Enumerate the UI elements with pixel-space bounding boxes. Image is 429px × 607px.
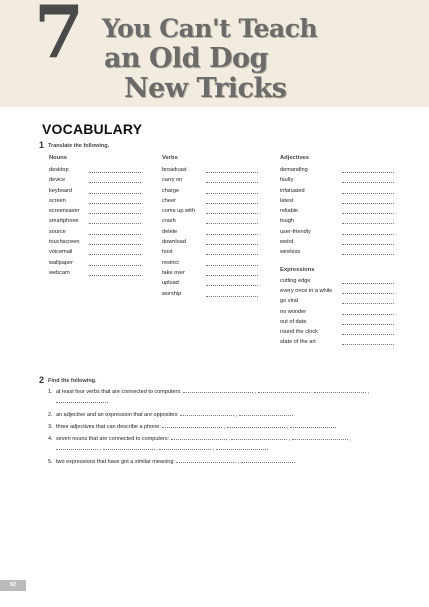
vocab-row [49, 216, 144, 226]
vocab-row [280, 317, 396, 327]
vocab-row [162, 278, 258, 288]
exercise-instruction: Translate the following. [48, 143, 110, 149]
vocab-word: crash [162, 218, 176, 225]
translation-blank[interactable] [206, 175, 258, 183]
vocab-row [280, 307, 396, 317]
exercise-number: 2 [39, 375, 45, 385]
translation-blank[interactable] [342, 175, 394, 183]
item-number: 1. [48, 389, 53, 395]
exercise-item: 3. three adjectives that can describe a phone: , , [48, 422, 388, 432]
unit-title-line: New Tricks [124, 73, 287, 104]
translation-blank[interactable] [342, 237, 394, 245]
vocab-word: charge [162, 187, 180, 194]
translation-blank[interactable] [206, 268, 258, 276]
vocab-word: keyboard [49, 187, 73, 194]
vocab-row [49, 175, 144, 185]
column-heading: Verbs [162, 155, 178, 161]
vocab-word: download [162, 239, 186, 246]
item-number: 2. [48, 411, 53, 418]
vocab-row [162, 216, 258, 226]
exercise-number: 1 [39, 140, 45, 150]
item-text: at least four verbs that are connected to computers: [56, 389, 182, 395]
translation-blank[interactable] [89, 186, 141, 194]
page-number: 92 [9, 582, 17, 588]
vocab-word: cheer [162, 197, 176, 204]
answer-blank[interactable] [56, 444, 98, 450]
vocab-row [162, 289, 258, 299]
translation-blank[interactable] [206, 196, 258, 204]
vocab-row [280, 196, 396, 206]
exercise2-items [48, 387, 388, 467]
item-number: 3. [48, 423, 53, 430]
verbs-column [162, 154, 258, 299]
translation-blank[interactable] [89, 206, 141, 214]
vocab-word: voicemail [49, 249, 73, 256]
vocab-row [49, 258, 144, 268]
vocab-word: no wonder [280, 308, 307, 315]
vocab-word: infatuated [280, 187, 305, 194]
translation-blank[interactable] [206, 165, 258, 173]
item-text: seven nouns that are connected to computers: [56, 436, 170, 443]
vocab-word: reliable [280, 208, 299, 215]
vocab-word: host [162, 249, 173, 256]
answer-blank[interactable] [159, 444, 211, 450]
translation-blank[interactable] [342, 227, 394, 235]
translation-blank[interactable] [206, 278, 258, 286]
answer-blank[interactable] [231, 434, 287, 440]
answer-blank[interactable] [258, 387, 310, 393]
exercise-item: 2. an adjective and an expression that are opposites: , [48, 410, 388, 420]
vocab-row [49, 186, 144, 196]
vocab-row [49, 165, 144, 175]
vocab-row [162, 247, 258, 257]
vocab-row [280, 276, 396, 286]
answer-blank[interactable] [162, 422, 222, 428]
vocab-row [280, 337, 396, 347]
vocab-row [49, 227, 144, 237]
vocab-row [280, 216, 396, 226]
answer-blank[interactable] [290, 422, 336, 428]
translation-blank[interactable] [342, 327, 394, 335]
unit-title-line: an Old Dog [104, 43, 268, 74]
translation-blank[interactable] [342, 276, 394, 284]
translation-blank[interactable] [89, 237, 141, 245]
translation-blank[interactable] [206, 216, 258, 224]
translation-blank[interactable] [206, 237, 258, 245]
unit-banner [0, 0, 429, 107]
vocab-row [280, 175, 396, 185]
translation-blank[interactable] [342, 196, 394, 204]
vocab-row [280, 296, 396, 306]
item-text: three adjectives that can describe a phone: [56, 423, 161, 430]
nouns-column [49, 154, 144, 278]
translation-blank[interactable] [342, 296, 394, 304]
vocab-word: screensaver [49, 208, 80, 215]
vocab-row [280, 186, 396, 196]
translation-blank[interactable] [89, 165, 141, 173]
vocab-word: go viral [280, 298, 299, 305]
vocab-word: tough [280, 218, 294, 225]
answer-blank[interactable] [180, 410, 234, 416]
vocab-word: webcam [49, 269, 70, 276]
vocab-row [49, 268, 144, 278]
translation-blank[interactable] [342, 216, 394, 224]
vocab-word: desktop [49, 167, 69, 173]
vocab-word: latest [280, 197, 294, 204]
vocab-row [280, 227, 396, 237]
translation-blank[interactable] [206, 247, 258, 255]
vocab-word: screen [49, 197, 66, 204]
answer-blank[interactable] [292, 434, 348, 440]
translation-blank[interactable] [206, 186, 258, 194]
vocab-word: delete [162, 228, 178, 235]
exercise-item: 4. seven nouns that are connected to computers: , , , [48, 434, 388, 444]
vocab-row [162, 165, 258, 175]
vocab-word: smartphone [49, 218, 79, 225]
vocab-word: restrict [162, 259, 179, 266]
unit-title [102, 14, 317, 104]
exercise-item: 5. two expressions that have got a similar meaning: , [48, 457, 388, 467]
vocab-row [280, 247, 396, 257]
translation-blank[interactable] [342, 307, 394, 315]
vocab-row [162, 175, 258, 185]
answer-blank[interactable] [239, 410, 293, 416]
vocab-row [162, 237, 258, 247]
vocab-word: wallpaper [49, 259, 73, 266]
vocab-row [162, 186, 258, 196]
vocab-word: demanding [280, 167, 308, 173]
answer-blank[interactable] [56, 397, 108, 403]
translation-blank[interactable] [89, 268, 141, 276]
vocab-word: worship [162, 290, 182, 297]
vocab-word: take over [162, 269, 186, 276]
translation-blank[interactable] [342, 186, 394, 194]
vocab-word: round the clock [280, 329, 318, 336]
unit-title-line: You Can't Teach [102, 14, 318, 43]
answer-blank[interactable] [227, 422, 285, 428]
column-heading: Adjectives [280, 155, 309, 161]
vocab-row [280, 165, 396, 175]
vocab-row [162, 268, 258, 278]
translation-blank[interactable] [206, 206, 258, 214]
vocab-word: cutting edge [280, 277, 311, 284]
vocab-word: state of the art [280, 339, 316, 346]
section-heading: VOCABULARY [42, 121, 143, 137]
answer-blank[interactable] [183, 387, 253, 393]
vocab-word: out of date [280, 318, 307, 325]
vocab-row [280, 237, 396, 247]
vocab-row [162, 196, 258, 206]
vocab-word: carry on [162, 177, 183, 184]
translation-blank[interactable] [89, 227, 141, 235]
answer-blank[interactable] [176, 457, 236, 463]
translation-blank[interactable] [206, 227, 258, 235]
item-number: 4. [48, 436, 53, 443]
vocab-row [162, 227, 258, 237]
column-heading: Expressions [280, 266, 315, 273]
adjectives-column [280, 154, 396, 348]
translation-blank[interactable] [89, 247, 141, 255]
column-heading: Nouns [49, 155, 68, 161]
exercise-instruction: Find the following. [48, 378, 97, 384]
vocab-word: weird [280, 239, 294, 246]
translation-blank[interactable] [89, 196, 141, 204]
vocab-row [49, 237, 144, 247]
vocab-row [280, 286, 396, 296]
vocab-word: device [49, 177, 66, 184]
translation-blank[interactable] [89, 175, 141, 183]
vocab-row [280, 206, 396, 216]
unit-number: 7 [34, 0, 85, 74]
translation-blank[interactable] [89, 216, 141, 224]
answer-blank[interactable] [241, 457, 295, 463]
translation-blank[interactable] [342, 165, 394, 173]
item-text: two expressions that have got a similar meaning: [56, 458, 175, 465]
vocab-row [162, 206, 258, 216]
translation-blank[interactable] [342, 337, 394, 345]
vocab-word: every once in a while [280, 287, 333, 294]
translation-blank[interactable] [89, 258, 141, 266]
vocab-row [49, 206, 144, 216]
vocab-word: broadcast [162, 167, 187, 173]
vocab-row [49, 196, 144, 206]
translation-blank[interactable] [342, 206, 394, 214]
answer-blank[interactable] [171, 434, 227, 440]
vocab-word: faulty [280, 177, 294, 184]
item-text: an adjective and an expression that are opposites: [56, 411, 179, 418]
exercise-item-continuation: , , , [48, 444, 388, 454]
exercise-item-continuation [48, 397, 388, 407]
answer-blank[interactable] [103, 444, 155, 450]
translation-blank[interactable] [342, 247, 394, 255]
translation-blank[interactable] [206, 258, 258, 266]
item-number: 5. [48, 458, 53, 465]
vocab-word: source [49, 228, 66, 235]
vocab-word: user-friendly [280, 228, 311, 235]
translation-blank[interactable] [206, 289, 258, 297]
vocab-word: touchscreen [49, 239, 80, 246]
answer-blank[interactable] [216, 444, 268, 450]
vocab-word: come up with [162, 208, 195, 215]
exercise-item: 1. at least four verbs that are connected to computers: , , , [48, 387, 388, 397]
vocab-row [280, 327, 396, 337]
translation-blank[interactable] [342, 286, 394, 294]
translation-blank[interactable] [342, 317, 394, 325]
answer-blank[interactable] [314, 387, 366, 393]
vocab-word: upload [162, 280, 179, 287]
vocab-word: wireless [280, 249, 301, 256]
vocab-row [49, 247, 144, 257]
vocab-row [162, 258, 258, 268]
